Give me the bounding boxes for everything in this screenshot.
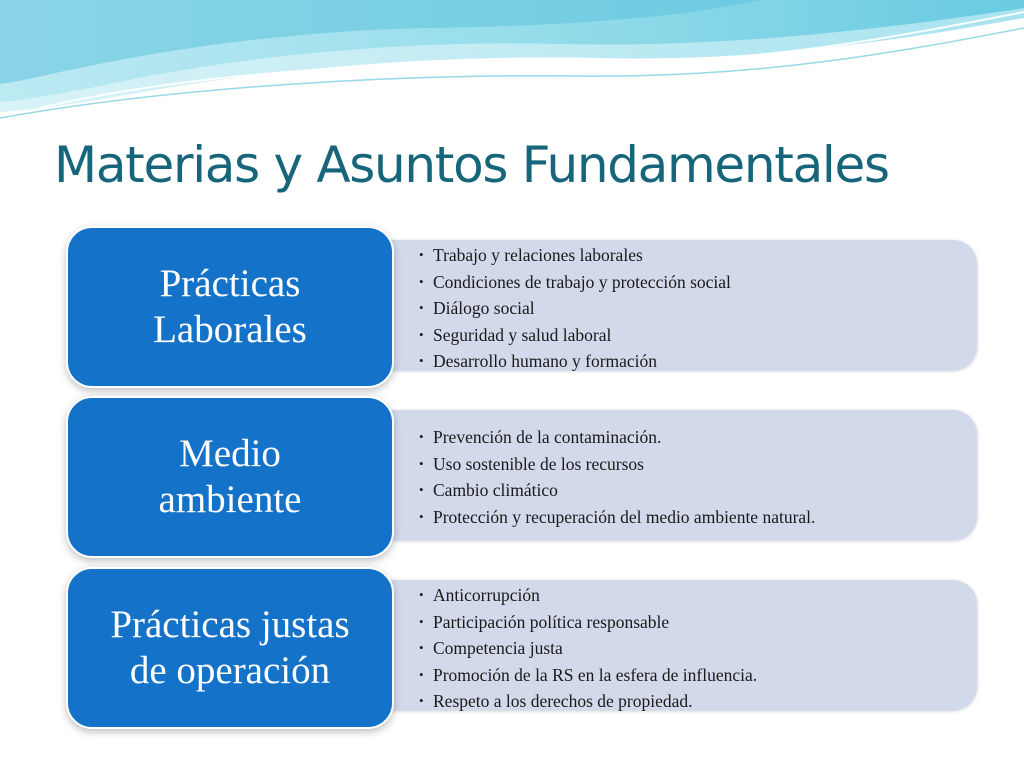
- topic-detail-card: [355, 580, 977, 710]
- list-item: • Seguridad y salud laboral: [419, 322, 731, 349]
- category-box: [66, 396, 394, 558]
- category-label-line: Prácticas justas: [110, 603, 350, 646]
- category-box: [66, 226, 394, 388]
- list-item: • Prevención de la contaminación.: [419, 424, 815, 451]
- category-label-line: de operación: [129, 649, 331, 692]
- topic-item-list: [419, 242, 731, 375]
- topic-detail-card: [355, 240, 977, 370]
- bullet-icon: •: [419, 429, 424, 444]
- slide-title: Materias y Asuntos Fundamentales: [54, 136, 889, 194]
- bullet-icon: •: [419, 482, 424, 497]
- category-label-line: Laborales: [153, 308, 307, 351]
- bullet-icon: •: [419, 640, 424, 655]
- bullet-icon: •: [419, 666, 424, 682]
- topic-item-list: [419, 424, 815, 530]
- list-item: • Uso sostenible de los recursos: [419, 451, 815, 478]
- list-item: • Protección y recuperación del medio ambiente natural.: [419, 504, 815, 531]
- bullet-icon: •: [419, 508, 424, 524]
- bullet-icon: •: [419, 353, 424, 368]
- list-item: • Participación política responsable: [419, 609, 757, 636]
- list-item: • Competencia justa: [419, 635, 757, 662]
- list-item: • Diálogo social: [419, 295, 731, 322]
- bullet-icon: •: [419, 693, 424, 708]
- bullet-icon: •: [419, 247, 424, 262]
- bullet-icon: •: [419, 587, 424, 602]
- list-item: • Trabajo y relaciones laborales: [419, 242, 731, 269]
- header-wave-decoration: [0, 0, 1024, 130]
- list-item: • Anticorrupción: [419, 582, 757, 609]
- bullet-icon: •: [419, 273, 424, 289]
- bullet-icon: •: [419, 455, 424, 471]
- bullet-icon: •: [419, 326, 424, 342]
- category-label-line: Prácticas: [159, 262, 301, 305]
- topic-detail-card: [355, 410, 977, 540]
- list-item: • Promoción de la RS en la esfera de influencia.: [419, 662, 757, 689]
- list-item: • Cambio climático: [419, 477, 815, 504]
- category-label-line: Medio: [179, 432, 281, 475]
- list-item: • Respeto a los derechos de propiedad.: [419, 688, 757, 715]
- list-item: • Desarrollo humano y formación: [419, 348, 731, 375]
- topic-item-list: [419, 582, 757, 715]
- bullet-icon: •: [419, 613, 424, 629]
- category-box: [66, 567, 394, 729]
- list-item: • Condiciones de trabajo y protección social: [419, 269, 731, 296]
- category-label-line: ambiente: [158, 478, 302, 521]
- bullet-icon: •: [419, 300, 424, 315]
